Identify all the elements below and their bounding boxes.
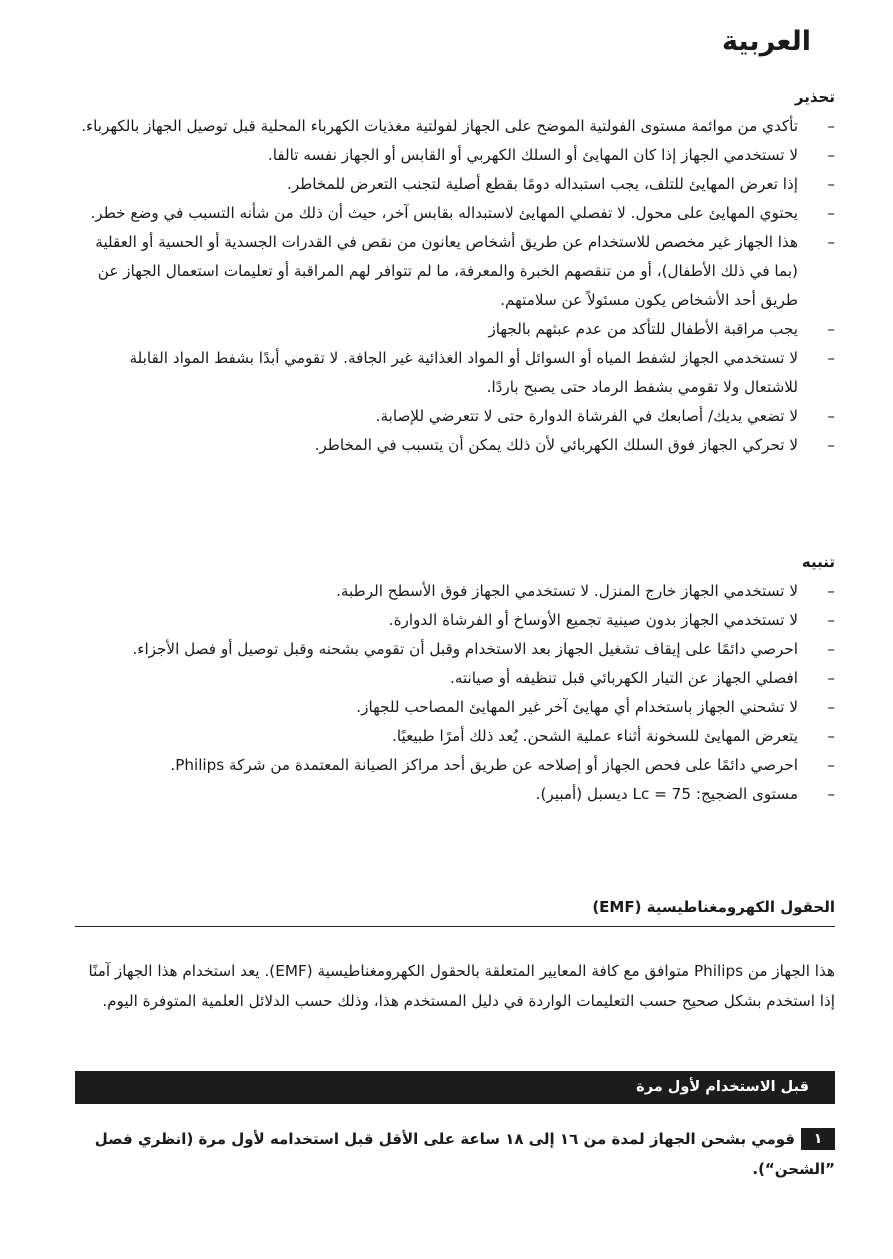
caution-list xyxy=(75,577,835,809)
list-item: – يجب مراقبة الأطفال للتأكد من عدم عبثهم بالجهاز xyxy=(75,315,835,344)
list-item: – احرصي دائمًا على فحص الجهاز أو إصلاحه عن طريق أحد مراكز الصيانة المعتمدة من شركة Philips. xyxy=(75,751,835,780)
page-title: العربية xyxy=(722,26,811,57)
list-item: – افصلي الجهاز عن التيار الكهربائي قبل تنظيفه أو صيانته. xyxy=(75,664,835,693)
warning-section xyxy=(75,88,835,460)
list-item: – تأكدي من موائمة مستوى الفولتية الموضح على الجهاز لفولتية مغذيات الكهرباء المحلية قبل توصيل الجهاز بالكهرباء. xyxy=(75,112,835,141)
emf-paragraph: هذا الجهاز من Philips متوافق مع كافة المعايير المتعلقة بالحقول الكهرومغناطيسية (EMF). يعد استخدام هذا الجهاز آمنًا إذا استخدم بشكل صحيح حسب التعليمات الواردة في دليل المستخدم هذا، وذلك حسب الدلائل العلمية المتوفرة اليوم. xyxy=(88,962,835,1010)
list-item: – احرصي دائمًا على إيقاف تشغيل الجهاز بعد الاستخدام وقبل أن تقومي بشحنه وقبل توصيل أو فصل الأجزاء. xyxy=(75,635,835,664)
list-item: – لا تستخدمي الجهاز بدون صينية تجميع الأوساخ أو الفرشاة الدوارة. xyxy=(75,606,835,635)
emf-heading: الحقول الكهرومغناطيسية (EMF) xyxy=(592,898,835,916)
caution-heading: تنبيه xyxy=(801,553,835,571)
step-1 xyxy=(75,1124,835,1184)
step-number-badge: ١ xyxy=(801,1128,835,1150)
warning-heading: تحذير xyxy=(794,88,835,106)
caution-section xyxy=(75,553,835,809)
list-item: – لا تشحني الجهاز باستخدام أي مهايئ آخر غير المهايئ المصاحب للجهاز. xyxy=(75,693,835,722)
list-item: – لا تحركي الجهاز فوق السلك الكهربائي لأن ذلك يمكن أن يتسبب في المخاطر. xyxy=(75,431,835,460)
first-use-banner: قبل الاستخدام لأول مرة xyxy=(75,1071,835,1104)
divider xyxy=(75,926,835,927)
warning-list xyxy=(75,112,835,460)
list-item: – لا تضعي يديك/ أصابعك في الفرشاة الدوارة حتى لا تتعرضي للإصابة. xyxy=(75,402,835,431)
list-item: – إذا تعرض المهايئ للتلف، يجب استبداله دومًا بقطع أصلية لتجنب التعرض للمخاطر. xyxy=(75,170,835,199)
list-item: – لا تستخدمي الجهاز خارج المنزل. لا تستخدمي الجهاز فوق الأسطح الرطبة. xyxy=(75,577,835,606)
list-item: – مستوى الضجيج: Lc = 75 ديسبل (أمبير). xyxy=(75,780,835,809)
list-item: – يتعرض المهايئ للسخونة أثناء عملية الشحن. يُعد ذلك أمرًا طبيعيًا. xyxy=(75,722,835,751)
list-item: – لا تستخدمي الجهاز إذا كان المهايئ أو السلك الكهربي أو القابس أو الجهاز نفسه تالفا. xyxy=(75,141,835,170)
list-item: – هذا الجهاز غير مخصص للاستخدام عن طريق أشخاص يعانون من نقص في القدرات الجسدية أو الحسية أو العقلية (بما في ذلك الأطفال)، أو من تنقصهم الخبرة والمعرفة، ما لم تتوافر لهم المراقبة أو تعليمات استعمال الجهاز عن طريق أحد الأشخاص يكون مسئولاً عن سلامتهم. xyxy=(75,228,835,315)
step-text: قومي بشحن الجهاز لمدة من ١٦ إلى ١٨ ساعة على الأقل قبل استخدامه لأول مرة (انظري فصل ”الشحن“). xyxy=(94,1130,835,1178)
list-item: – لا تستخدمي الجهاز لشفط المياه أو السوائل أو المواد الغذائية غير الجافة. لا تقومي أبدًا بشفط المواد القابلة للاشتعال ولا تقومي بشفط الرماد حتى يصبح باردًا. xyxy=(75,344,835,402)
list-item: – يحتوي المهايئ على محول. لا تفصلي المهايئ لاستبداله بقابس آخر، حيث أن ذلك من شأنه التسبب في وضع خطر. xyxy=(75,199,835,228)
